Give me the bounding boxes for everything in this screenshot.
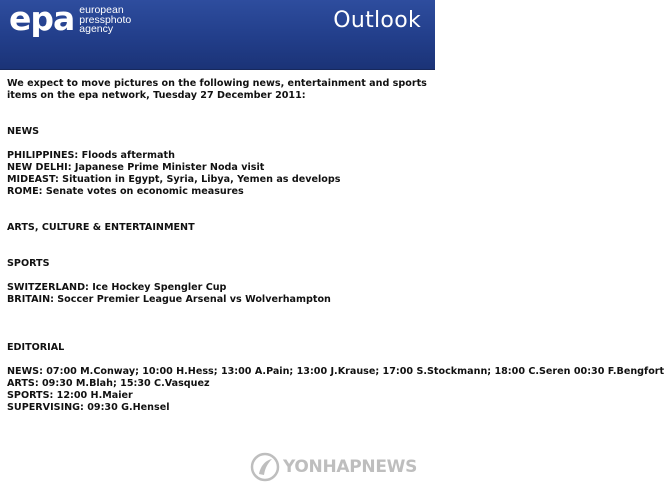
watermark-text: YONHAPNEWS xyxy=(283,457,418,477)
list-item: MIDEAST: Situation in Egypt, Syria, Libya, Yemen as develops xyxy=(7,174,341,185)
section-heading-arts: ARTS, CULTURE & ENTERTAINMENT xyxy=(7,222,195,233)
list-item: PHILIPPINES: Floods aftermath xyxy=(7,150,175,161)
list-item: ROME: Senate votes on economic measures xyxy=(7,186,244,197)
list-item: SWITZERLAND: Ice Hockey Spengler Cup xyxy=(7,282,227,293)
list-item: SUPERVISING: 09:30 G.Hensel xyxy=(7,402,170,413)
sports-list xyxy=(7,282,427,306)
header-title: Outlook xyxy=(333,8,421,33)
section-heading-editorial: EDITORIAL xyxy=(7,342,65,353)
list-item: SPORTS: 12:00 H.Maier xyxy=(7,390,133,401)
intro-text: We expect to move pictures on the following news, entertainment and sports items on the epa network, Tuesday 27 December 2011: xyxy=(7,78,427,101)
outlook-body xyxy=(7,78,664,414)
logo-sub-line: agency xyxy=(79,23,114,35)
yonhap-watermark xyxy=(250,452,417,482)
yonhap-logo-icon xyxy=(250,452,280,482)
list-item: BRITAIN: Soccer Premier League Arsenal vs Wolverhampton xyxy=(7,294,331,305)
logo-sub-line: european xyxy=(79,4,124,16)
editorial-list xyxy=(7,366,664,414)
logo-subtitle xyxy=(79,6,131,35)
list-item: ARTS: 09:30 M.Blah; 15:30 C.Vasquez xyxy=(7,378,210,389)
header-banner xyxy=(0,0,435,70)
epa-logo xyxy=(9,2,131,36)
news-list xyxy=(7,150,427,198)
section-heading-sports: SPORTS xyxy=(7,258,50,269)
list-item: NEW DELHI: Japanese Prime Minister Noda visit xyxy=(7,162,265,173)
section-heading-news: NEWS xyxy=(7,126,40,137)
logo-sub-line: pressphoto xyxy=(79,13,132,26)
list-item: NEWS: 07:00 M.Conway; 10:00 H.Hess; 13:00 A.Pain; 13:00 J.Krause; 17:00 S.Stockmann; 18:00 C.Seren 00:30 F.Bengfort xyxy=(7,366,664,377)
logo-mark: epa xyxy=(9,0,75,38)
